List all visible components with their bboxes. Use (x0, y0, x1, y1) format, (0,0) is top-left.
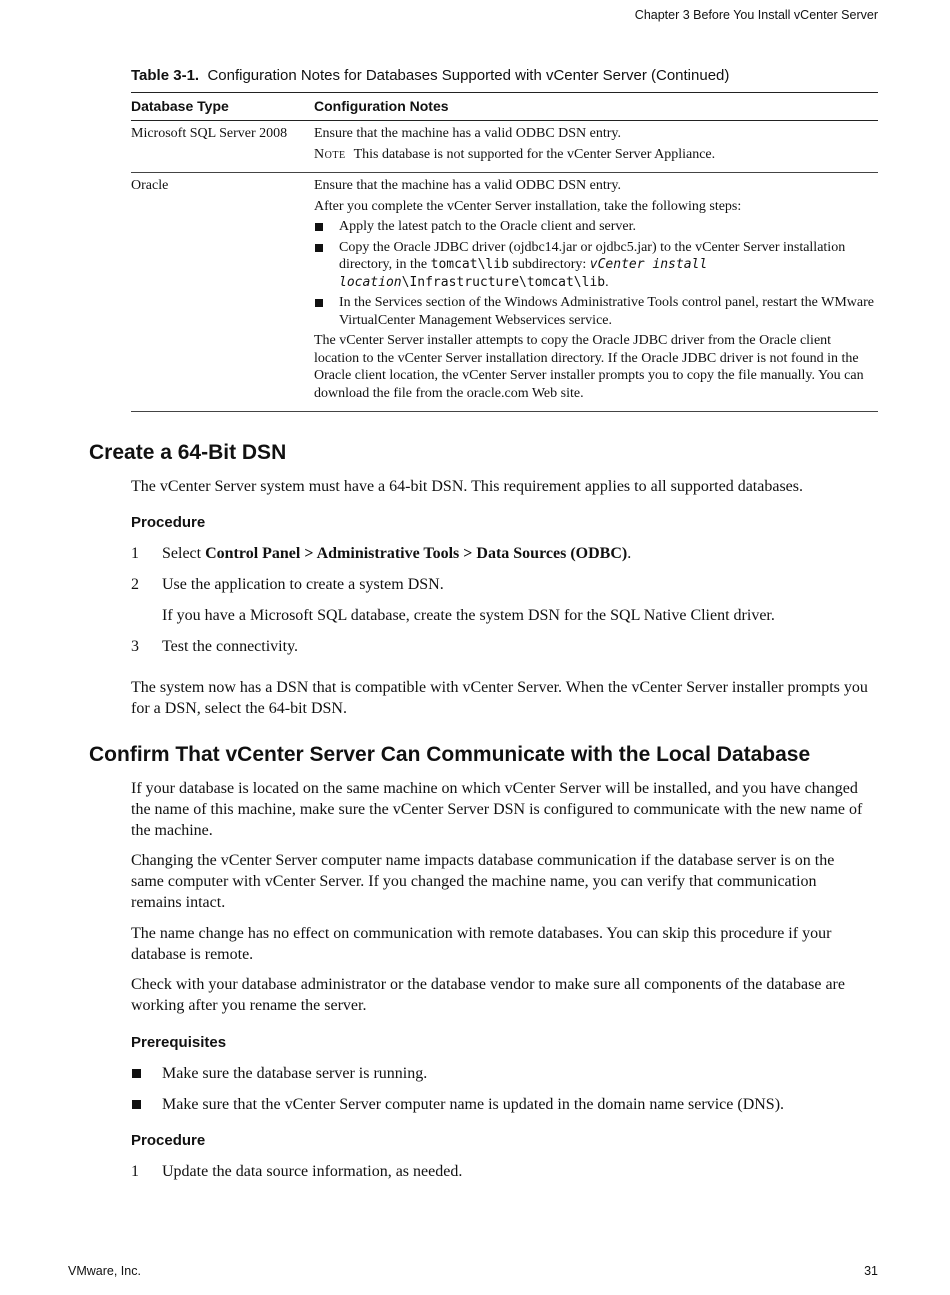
section-paragraph: If your database is located on the same machine on which vCenter Server will be installed, and you have changed the name of this machine, make sure the vCenter Server DSN is configured to communicate with the new name of the machine. (131, 780, 863, 839)
prerequisite-text: Make sure the database server is running. (162, 1065, 428, 1082)
table-caption-label: Table 3-1. (131, 67, 200, 84)
square-bullet-icon (132, 1100, 141, 1109)
step-number: 2 (131, 576, 139, 593)
note-line: After you complete the vCenter Server installation, take the following steps: (314, 198, 742, 214)
section-paragraph: Check with your database administrator or the database vendor to make sure all components of the database are working after you rename the server. (131, 976, 845, 1014)
database-type-cell: Microsoft SQL Server 2008 (131, 121, 314, 173)
list-item-text: Copy the Oracle JDBC driver (ojdbc14.jar or ojdbc5.jar) to the vCenter Server installation directory, in the (339, 239, 846, 272)
section-paragraph: The name change has no effect on communication with remote databases. You can skip this procedure if your database is remote. (131, 925, 832, 963)
table-row (131, 121, 878, 173)
note-text: This database is not supported for the vCenter Server Appliance. (353, 146, 716, 162)
section-title-confirm-communication: Confirm That vCenter Server Can Communicate with the Local Database (89, 743, 811, 766)
square-bullet-icon (132, 1069, 141, 1078)
note-label: Note (314, 146, 346, 162)
column-header-configuration-notes: Configuration Notes (314, 93, 878, 121)
configuration-notes-cell (314, 173, 878, 412)
table-header-row (131, 93, 878, 121)
database-type-cell: Oracle (131, 173, 314, 412)
list-item (314, 239, 878, 292)
table-caption-title: Configuration Notes for Databases Supported with vCenter Server (Continued) (207, 67, 730, 84)
note-line: Ensure that the machine has a valid ODBC DSN entry. (314, 178, 622, 193)
step-text-end: . (627, 545, 632, 562)
note-callout (314, 146, 878, 164)
procedure-heading: Procedure (131, 1132, 206, 1149)
section-title-create-dsn: Create a 64-Bit DSN (89, 441, 287, 464)
note-paragraph: The vCenter Server installer attempts to copy the Oracle JDBC driver from the Oracle client location to the vCenter Server installation directory. If the Oracle JDBC driver is not found in the Oracle client location, the vCenter Server installer prompts you to copy the file manually. You can download the file from the oracle.com Web site. (314, 333, 864, 401)
code-path-variable: vCenter install location (339, 257, 708, 290)
list-item-text: subdirectory: (508, 257, 590, 272)
list-item: In the Services section of the Windows Administrative Tools control panel, restart the WMware VirtualCenter Management Webservices service. (314, 294, 878, 329)
step-number: 1 (131, 545, 139, 562)
table-caption (131, 67, 729, 84)
section-result: The system now has a DSN that is compatible with vCenter Server. When the vCenter Server installer prompts you for a DSN, select the 64-bit DSN. (131, 679, 868, 717)
prerequisite-text: Make sure that the vCenter Server computer name is updated in the domain name service (DNS). (162, 1096, 785, 1113)
prerequisites-heading: Prerequisites (131, 1034, 227, 1051)
column-header-database-type: Database Type (131, 93, 314, 121)
step-number: 3 (131, 638, 139, 655)
steps-list (314, 218, 878, 329)
configuration-notes-cell (314, 121, 878, 173)
step-text: Use the application to create a system DSN. (162, 576, 444, 593)
section-paragraph: Changing the vCenter Server computer name impacts database communication if the database server is on the same computer with vCenter Server. If you changed the machine name, you can verify that communication remains intact. (131, 852, 835, 911)
code-path: tomcat\lib (430, 257, 509, 272)
step-number: 1 (131, 1163, 139, 1180)
procedure-heading: Procedure (131, 514, 206, 531)
step-text-lead: Select (162, 545, 206, 562)
list-item: Apply the latest patch to the Oracle client and server. (314, 218, 878, 236)
step-text: Test the connectivity. (162, 638, 299, 655)
step-text (162, 543, 872, 564)
list-item-text: . (605, 274, 609, 290)
footer-page-number: 31 (864, 1264, 878, 1278)
section-intro: The vCenter Server system must have a 64-bit DSN. This requirement applies to all supported databases. (131, 478, 803, 495)
table-row (131, 173, 878, 412)
menu-path: Control Panel > Administrative Tools > Data Sources (ODBC) (205, 545, 628, 562)
running-header: Chapter 3 Before You Install vCenter Server (634, 8, 878, 22)
code-path: \Infrastructure\tomcat\lib (401, 274, 606, 290)
step-text: Update the data source information, as needed. (162, 1163, 463, 1180)
footer-company: VMware, Inc. (68, 1264, 141, 1278)
note-line: Ensure that the machine has a valid ODBC DSN entry. (314, 126, 622, 141)
config-notes-table (131, 92, 878, 412)
step-detail-text: If you have a Microsoft SQL database, create the system DSN for the SQL Native Client driver. (162, 607, 775, 624)
